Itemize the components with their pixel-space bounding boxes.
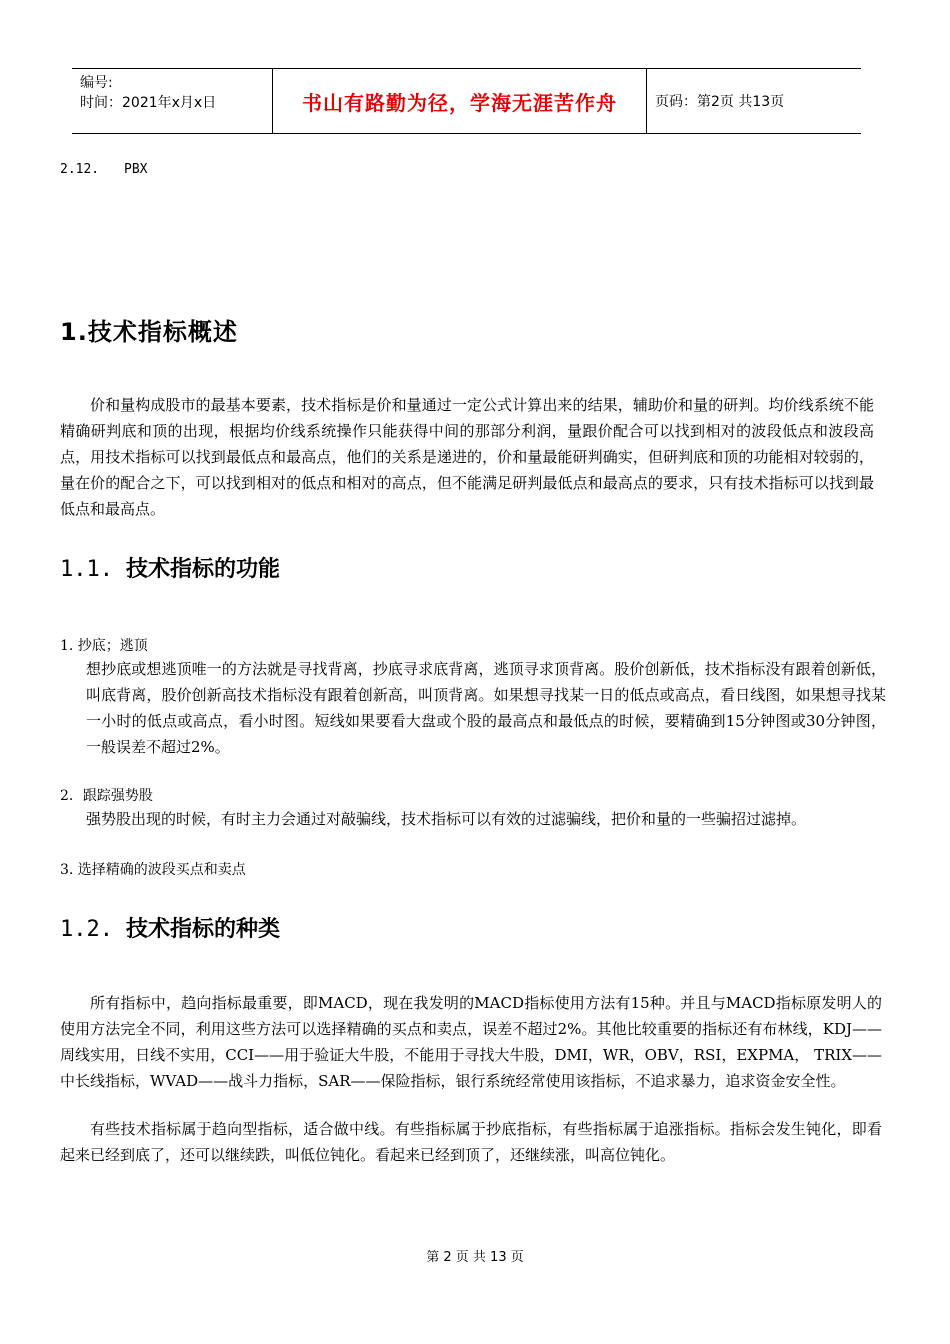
list-item-heading: 3. 选择精确的波段买点和卖点 <box>60 862 246 878</box>
document-number-label: 编号: <box>80 75 113 91</box>
header-info-cell <box>72 69 273 133</box>
section-1-intro-paragraph: 价和量构成股市的最基本要素，技术指标是价和量通过一定公式计算出来的结果，辅助价和量的研判。均价线系统不能精确研判底和顶的出现，根据均价线系统操作只能获得中间的那部分利润，量跟价配合可以找到相对的波段低点和波段高点，用技术指标可以找到最低点和最高点，他们的关系是递进的，价和量最能研判确实，但研判底和顶的功能相对较弱的，量在价的配合之下，可以找到相对的低点和相对的高点，但不能满足研判最低点和最高点的要求，只有技术指标可以找到最低点和最高点。 <box>60 396 874 518</box>
section-title: 技术指标的功能 <box>126 557 281 582</box>
section-1-2-paragraph-2: 有些技术指标属于趋向型指标，适合做中线。有些指标属于抄底指标，有些指标属于追涨指标。指标会发生钝化，即看起来已经到底了，还可以继续跌，叫低位钝化。看起来已经到顶了，还继续涨，叫高位钝化。 <box>60 1120 882 1164</box>
section-heading-1-2 <box>60 912 280 943</box>
section-number: 1.1. <box>60 557 113 582</box>
document-header <box>72 68 861 134</box>
list-item-heading: 2．跟踪强势股 <box>60 788 153 804</box>
section-title-1: 1.技术指标概述 <box>60 318 238 346</box>
toc-entry-number: 2.12. <box>60 162 100 177</box>
page-footer: 第 2 页 共 13 页 <box>426 1250 524 1265</box>
list-item-body: 强势股出现的时候，有时主力会通过对敲骗线，技术指标可以有效的过滤骗线，把价和量的一些骗招过滤掉。 <box>86 810 807 828</box>
toc-entry <box>60 162 147 177</box>
section-number: 1.2. <box>60 917 113 942</box>
list-item-body: 想抄底或想逃顶唯一的方法就是寻找背离，抄底寻求底背离，逃顶寻求顶背离。股价创新低，技术指标没有跟着创新低，叫底背离，股价创新高技术指标没有跟着创新高，叫顶背离。如果想寻找某一日的低点或高点，看日线图，如果想寻找某一小时的低点或高点，看小时图。短线如果要看大盘或个股的最高点和最低点的时候，要精确到15分钟图或30分钟图，一般误差不超过2%。 <box>86 660 886 756</box>
section-title: 技术指标的种类 <box>126 917 281 942</box>
header-page-label: 页码：第2页 共13页 <box>655 94 785 110</box>
section-1-2-paragraph-1: 所有指标中，趋向指标最重要，即MACD，现在我发明的MACD指标使用方法有15种。并且与MACD指标原发明人的使用方法完全不同，利用这些方法可以选择精确的买点和卖点，误差不超过2%。其他比较重要的指标还有布林线，KDJ——周线实用，日线不实用，CCI——用于验证大牛股，不能用于寻找大牛股，DMI，WR，OBV，RSI，EXPMA， TRIX——中长线指标，WVAD——战斗力指标，SAR——保险指标，银行系统经常使用该指标，不追求暴力，追求资金安全性。 <box>60 994 882 1090</box>
section-heading-1-1 <box>60 552 280 583</box>
header-motto: 书山有路勤为径，学海无涯苦作舟 <box>273 69 647 133</box>
document-time-label: 时间：2021年x月x日 <box>80 95 217 111</box>
list-item-heading: 1. 抄底；逃顶 <box>60 638 148 654</box>
toc-entry-title: PBX <box>124 162 148 177</box>
